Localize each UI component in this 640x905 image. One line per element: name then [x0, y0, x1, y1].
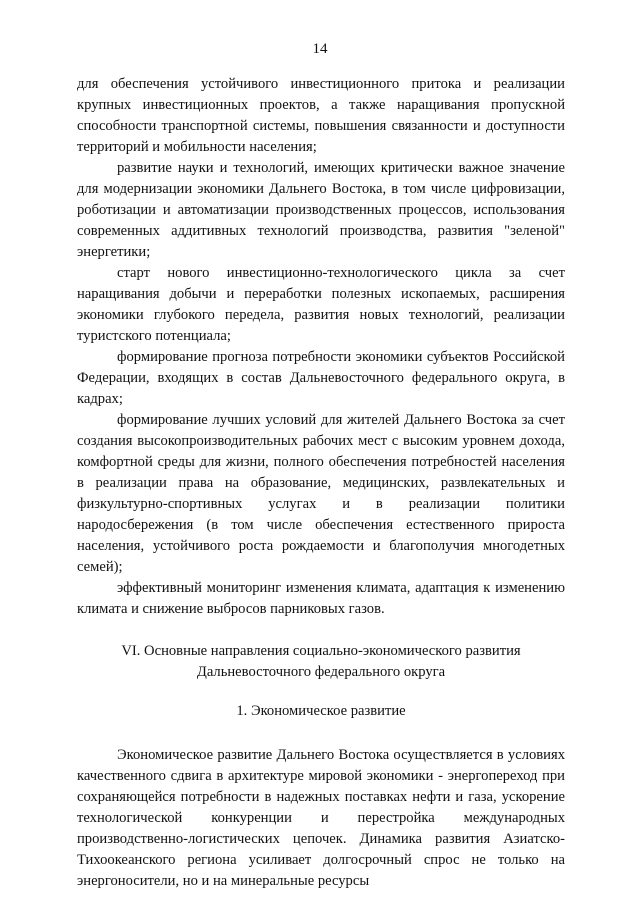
section-heading	[77, 641, 565, 683]
list-item-workforce-forecast: формирование прогноза потребности экономики субъектов Российской Федерации, входящих в состав Дальневосточного федерального округа, в кадрах;	[77, 349, 565, 407]
list-item-investment-cycle: старт нового инвестиционно-технологического цикла за счет наращивания добычи и переработки полезных ископаемых, расширения экономики глубокого передела, развития новых технологий, реализации туристского потенциала;	[77, 265, 565, 344]
intro-paragraph: для обеспечения устойчивого инвестиционного притока и реализации крупных инвестиционных проектов, а также наращивания пропускной способности транспортной системы, повышения связанности и доступности территорий и мобильности населения;	[77, 76, 565, 155]
page-number: 14	[312, 41, 328, 57]
list-item-climate: эффективный мониторинг изменения климата, адаптация к изменению климата и снижение выбросов парниковых газов.	[77, 580, 565, 617]
list-item-science: развитие науки и технологий, имеющих критически важное значение для модернизации экономики Дальнего Востока, в том числе цифровизации, роботизации и автоматизации производственных процессов, использования современных аддитивных технологий производства, развития "зеленой" энергетики;	[77, 160, 565, 260]
section-heading-line-1: VI. Основные направления социально-экономического развития	[121, 643, 521, 659]
document-body	[77, 74, 565, 892]
section-heading-line-2: Дальневосточного федерального округа	[196, 664, 446, 680]
list-item-living-conditions: формирование лучших условий для жителей Дальнего Востока за счет создания высокопроизводительных рабочих мест с высоким уровнем дохода, комфортной среды для жизни, полного обеспечения потребностей населения в реализации права на образование, медицинских, развлекательных и физкультурно-спортивных услугах и в реализации политики народосбережения (в том числе обеспечения естественного прироста населения, устойчивого роста рождаемости и благополучия многодетных семей);	[77, 412, 565, 575]
closing-paragraph: Экономическое развитие Дальнего Востока осуществляется в условиях качественного сдвига в архитектуре мировой экономики - энергопереход при сохраняющейся потребности в надежных поставках нефти и газа, ускорение технологической конкуренции и перестройка международных производственно-логистических цепочек. Динамика развития Азиатско-Тихоокеанского региона усиливает долгосрочный спрос не только на энергоносители, но и на минеральные ресурсы	[77, 747, 565, 889]
subsection-heading: 1. Экономическое развитие	[236, 703, 406, 719]
